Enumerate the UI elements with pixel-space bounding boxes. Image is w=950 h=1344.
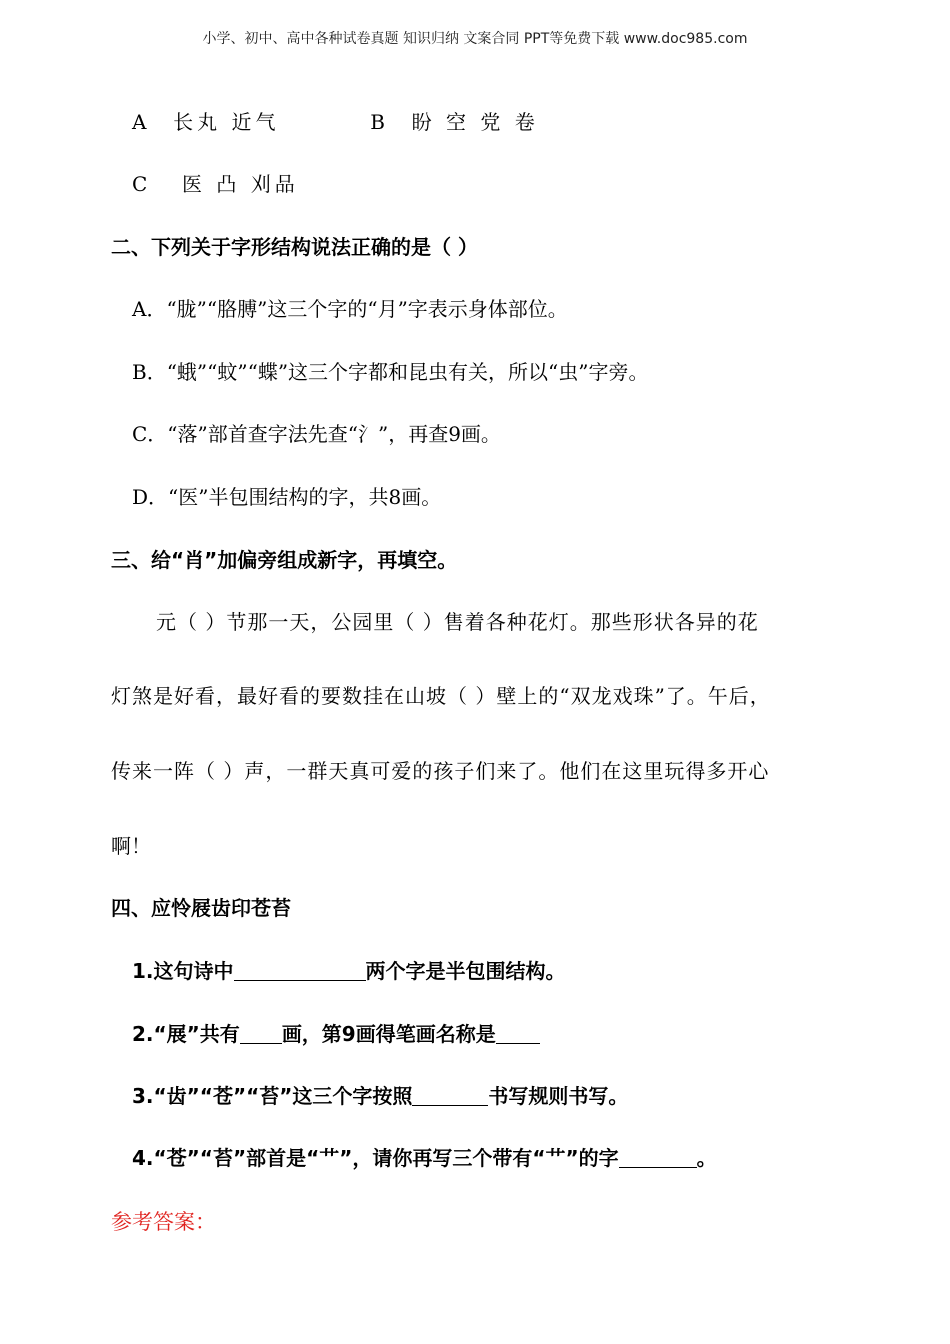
q2-option-a: A．“胧”“胳膊”这三个字的“月”字表示身体部位。: [132, 297, 568, 321]
option-c-label: C: [132, 172, 148, 196]
answer-section-title: 参考答案：: [111, 1210, 216, 1234]
q1-option-row-ab: [132, 106, 539, 135]
q3-passage-line-3: 传来一阵（ ）声，一群天真可爱的孩子们来了。他们在这里玩得多开心: [111, 759, 770, 783]
q4-item-3: 3.“齿”“苍”“苔”这三个字按照 书写规则书写。: [132, 1084, 629, 1108]
answer-blank[interactable]: [619, 1147, 697, 1168]
option-a-label: A: [132, 110, 147, 134]
q1-option-row-c: [132, 168, 299, 197]
q3-passage-line-1: 元（ ）节那一天，公园里（ ）售着各种花灯。那些形状各异的花: [156, 610, 759, 634]
q4-item-4: 4.“苍”“苔”部首是“艹”，请你再写三个带有“艹”的字 。: [132, 1146, 717, 1170]
q2-option-c: C．“落”部首查字法先查“氵”，再查9画。: [132, 422, 501, 446]
q3-title: 三、给“肖”加偏旁组成新字，再填空。: [111, 548, 458, 572]
answer-blank[interactable]: [240, 1023, 282, 1044]
option-b-label: B: [370, 110, 385, 134]
q2-option-b: B．“蛾”“蚊”“蝶”这三个字都和昆虫有关，所以“虫”字旁。: [132, 360, 649, 384]
page-header: 小学、初中、高中各种试卷真题 知识归纳 文案合同 PPT等免费下载 www.doc985.com: [202, 31, 748, 47]
answer-blank[interactable]: [496, 1023, 540, 1044]
q4-title: 四、应怜屐齿印苍苔: [111, 896, 291, 920]
q3-passage-line-2: 灯煞是好看，最好看的要数挂在山坡（ ）壁上的“双龙戏珠”了。午后，: [111, 684, 771, 708]
option-b-text: 盼 空 党 卷: [411, 110, 539, 134]
answer-blank[interactable]: [234, 960, 366, 981]
option-c-text: 医 凸 刈品: [182, 172, 299, 196]
q3-passage-line-4: 啊！: [111, 834, 151, 858]
answer-blank[interactable]: [412, 1085, 488, 1106]
q2-option-d: D．“医”半包围结构的字，共8画。: [132, 485, 442, 509]
option-a-text: 长丸 近气: [173, 110, 280, 134]
q4-item-1: 1.这句诗中 两个字是半包围结构。: [132, 959, 566, 983]
q2-title: 二、下列关于字形结构说法正确的是（ ）: [111, 235, 478, 259]
q4-item-2: 2.“展”共有 画，第9画得笔画名称是: [132, 1018, 540, 1047]
